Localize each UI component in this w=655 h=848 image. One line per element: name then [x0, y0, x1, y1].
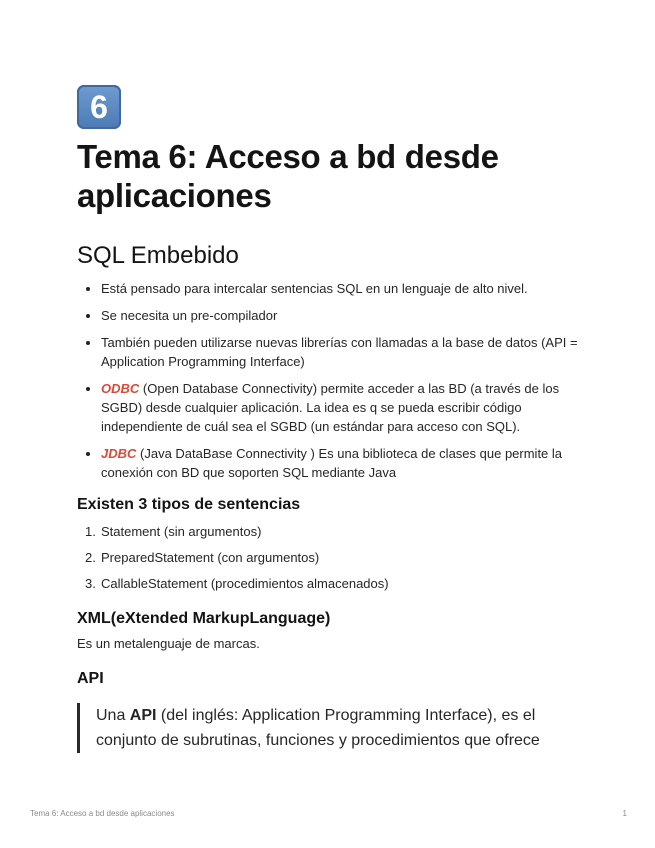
list-item	[77, 444, 587, 482]
page-footer-title: Tema 6: Acceso a bd desde aplicaciones	[30, 809, 175, 818]
list-item-text: Está pensado para intercalar sentencias SQL en un lenguaje de alto nivel.	[101, 281, 528, 296]
odbc-keyword: ODBC	[101, 381, 140, 396]
list-item-text: (Java DataBase Connectivity ) Es una biblioteca de clases que permite la conexión con BD que soporten SQL mediante Java	[101, 446, 563, 480]
xml-description: Es un metalenguaje de marcas.	[77, 636, 260, 651]
api-quote	[77, 703, 587, 753]
list-item	[77, 548, 587, 567]
list-item	[77, 574, 587, 593]
quote-api-bold: API	[129, 707, 157, 724]
list-item	[77, 333, 587, 371]
section-heading-xml: XML(eXtended MarkupLanguage)	[77, 610, 331, 627]
quote-text: (del inglés: Application Programming Interface), es el conjunto de subrutinas, funciones y procedimientos que ofrece	[96, 707, 540, 749]
list-item-text: También pueden utilizarse nuevas librerías con llamadas a la base de datos (API = Application Programming Interface)	[101, 335, 578, 369]
sentence-types-list	[77, 522, 587, 593]
page-title: Tema 6: Acceso a bd desde aplicaciones	[77, 138, 499, 214]
list-number: 3.	[85, 576, 96, 591]
section-heading-sql-embebido: SQL Embebido	[77, 242, 239, 269]
list-number: 2.	[85, 550, 96, 565]
list-item-text: (Open Database Connectivity) permite acceder a las BD (a través de los SGBD) desde cualquier aplicación. La idea es q se pueda escribir código independiente de cuál sea el SGBD (un estándar para acceso con SQL).	[101, 381, 560, 434]
section-heading-api: API	[77, 670, 104, 687]
list-item-text: Se necesita un pre-compilador	[101, 308, 278, 323]
document-page	[77, 85, 587, 753]
page-number: 1	[622, 809, 627, 818]
list-number: 1.	[85, 524, 96, 539]
list-item	[77, 306, 587, 325]
list-item-text: Statement (sin argumentos)	[101, 524, 262, 539]
sql-bullet-list	[77, 279, 587, 482]
jdbc-keyword: JDBC	[101, 446, 137, 461]
section-heading-tipos-sentencias: Existen 3 tipos de sentencias	[77, 496, 301, 513]
number-six-emoji-icon: 6	[77, 85, 121, 129]
list-item	[77, 379, 587, 436]
list-item	[77, 522, 587, 541]
list-item	[77, 279, 587, 298]
list-item-text: CallableStatement (procedimientos almacenados)	[101, 576, 389, 591]
quote-text: Una	[96, 707, 130, 724]
list-item-text: PreparedStatement (con argumentos)	[101, 550, 320, 565]
